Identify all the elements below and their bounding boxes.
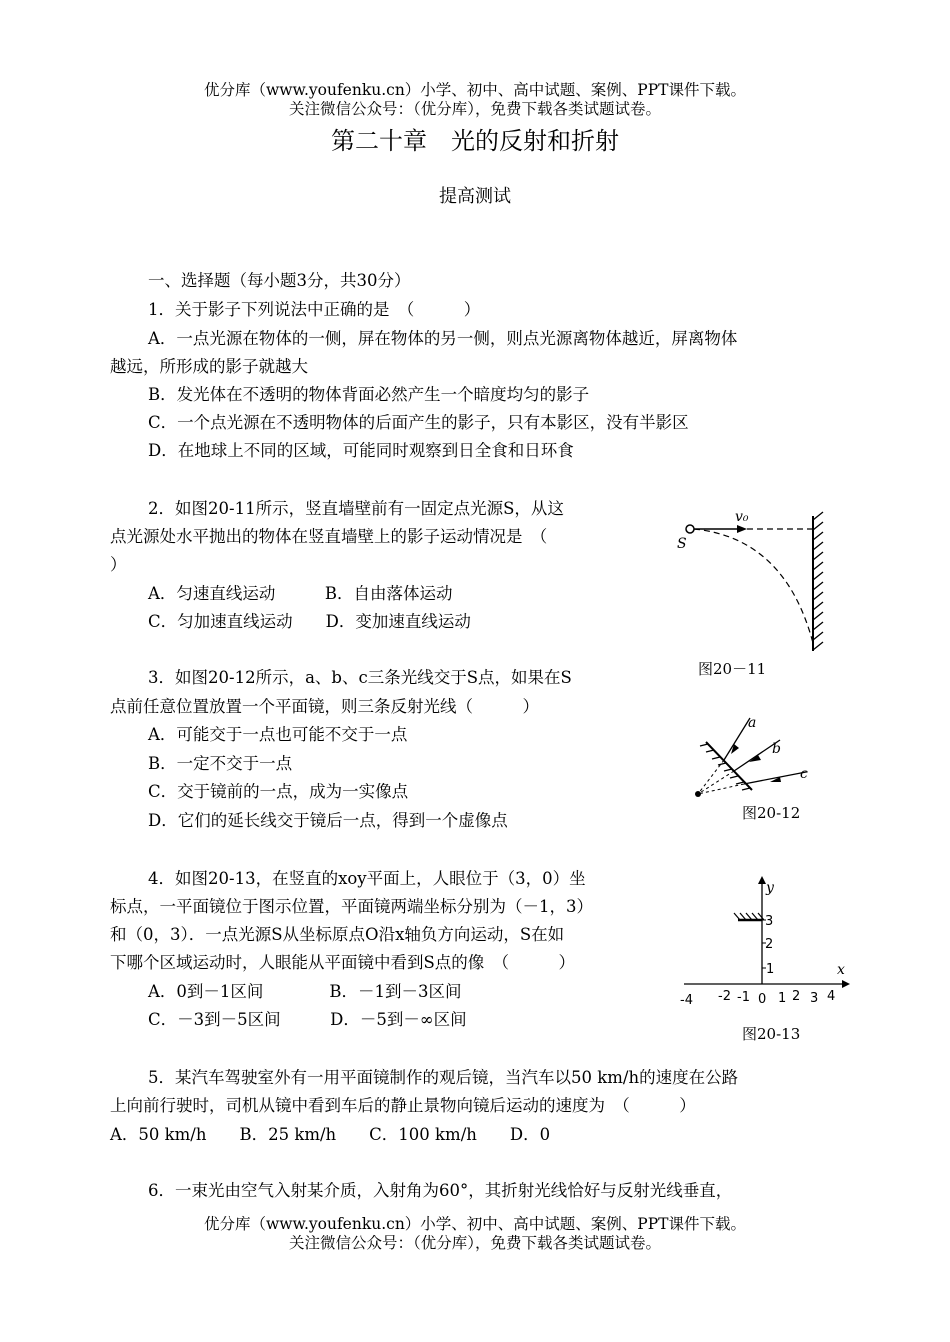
y-axis-arrowhead xyxy=(758,876,766,884)
q4-options-ab: A．0到－1区间 B．－1到－3区间 xyxy=(148,982,462,1001)
ray-a-arrowhead xyxy=(731,744,739,754)
y-axis-label: y xyxy=(766,880,774,896)
y-tick-label: 3 xyxy=(765,914,774,929)
figure-20-13 xyxy=(676,868,856,1018)
q5-stem-1: 5．某汽车驾驶室外有一用平面镜制作的观后镜，当汽车以50 km/h的速度在公路 xyxy=(148,1068,739,1087)
q4-options-cd: C．－3到－5区间 D．－5到－∞区间 xyxy=(148,1010,467,1029)
figure-20-12 xyxy=(688,712,828,812)
y-tick-label: 1 xyxy=(766,962,775,977)
header-line-2: 关注微信公众号：（优分库），免费下载各类试题试卷。 xyxy=(288,100,661,118)
q2-stem-1: 2．如图20-11所示，竖直墙壁前有一固定点光源S，从这 xyxy=(148,499,564,518)
page-title: 第二十章 光的反射和折射 xyxy=(331,127,619,155)
y-tick-label: 2 xyxy=(765,937,774,952)
q3-option-a: A．可能交于一点也可能不交于一点 xyxy=(148,725,408,744)
x-axis-arrowhead xyxy=(842,980,850,988)
ray-b-label: b xyxy=(772,741,781,757)
q3-option-b: B．一定不交于一点 xyxy=(148,754,293,773)
section-heading: 一、选择题（每小题3分，共30分） xyxy=(148,271,411,290)
point-s xyxy=(695,791,701,797)
q4-stem-3: 和（0，3）．一点光源S从坐标原点O沿x轴负方向运动，S在如 xyxy=(110,925,565,944)
q3-stem-2: 点前任意位置放置一个平面镜，则三条反射光线（ ） xyxy=(110,697,539,716)
q6-stem-1: 6．一束光由空气入射某介质，入射角为60°，其折射光线恰好与反射光线垂直， xyxy=(148,1181,733,1200)
x-tick-label: 4 xyxy=(827,989,836,1004)
light-source-point xyxy=(686,525,694,533)
footer-line-1: 优分库（www.youfenku.cn）小学、初中、高中试题、案例、PPT课件下载。 xyxy=(203,1215,747,1233)
x-tick-label: 3 xyxy=(810,991,819,1006)
wall-hatching xyxy=(813,512,823,650)
x-tick-label: 0 xyxy=(758,992,767,1007)
q1-stem: 1．关于影子下列说法中正确的是 （ ） xyxy=(148,300,481,319)
footer-line-2: 关注微信公众号：（优分库），免费下载各类试题试卷。 xyxy=(288,1234,661,1252)
x-tick-label: -2 xyxy=(718,989,731,1004)
q2-options-ab: A．匀速直线运动 B．自由落体运动 xyxy=(148,584,453,603)
ray-a-label: a xyxy=(748,715,757,731)
ray-c xyxy=(744,772,806,784)
q1-option-b: B．发光体在不透明的物体背面必然产生一个暗度均匀的影子 xyxy=(148,385,590,404)
q5-stem-2: 上向前行驶时，司机从镜中看到车后的静止景物向镜后运动的速度为 （ ） xyxy=(110,1096,696,1115)
ray-b-arrowhead xyxy=(749,755,761,762)
x-tick-label: 1 xyxy=(778,991,787,1006)
q3-option-d: D．它们的延长线交于镜后一点，得到一个虚像点 xyxy=(148,811,508,830)
q2-options-cd: C．匀加速直线运动 D．变加速直线运动 xyxy=(148,612,471,631)
q5-options: A．50 km/h B．25 km/h C．100 km/h D．0 xyxy=(110,1125,551,1144)
x-axis-label: x xyxy=(837,962,845,978)
q2-stem-2: 点光源处水平抛出的物体在竖直墙壁上的影子运动情况是 （ xyxy=(110,527,548,546)
page-subtitle: 提高测试 xyxy=(439,186,511,207)
figure-20-11-caption: 图20－11 xyxy=(698,660,767,678)
figure-20-13-caption: 图20-13 xyxy=(742,1025,801,1043)
mirror-hatching xyxy=(700,744,750,790)
x-tick-label: -1 xyxy=(737,990,750,1005)
parabolic-dashed-path xyxy=(694,529,813,643)
mirror-line xyxy=(706,742,752,790)
velocity-label: v₀ xyxy=(735,509,749,525)
q1-option-a-1: A．一点光源在物体的一侧，屏在物体的另一侧，则点光源离物体越近，屏离物体 xyxy=(148,329,738,348)
x-tick-label: -4 xyxy=(680,993,693,1008)
q2-stem-3: ） xyxy=(110,555,127,574)
ray-extensions-dashed xyxy=(698,760,744,794)
ray-a xyxy=(724,718,750,760)
q1-option-a-2: 越远，所形成的影子就越大 xyxy=(110,357,308,376)
velocity-arrowhead xyxy=(737,525,747,533)
figure-20-11 xyxy=(675,508,835,658)
header-line-1: 优分库（www.youfenku.cn）小学、初中、高中试题、案例、PPT课件下载。 xyxy=(203,81,747,99)
ray-c-label: c xyxy=(800,766,808,782)
x-tick-label: 2 xyxy=(792,989,801,1004)
q1-option-d: D．在地球上不同的区域，可能同时观察到日全食和日环食 xyxy=(148,441,574,460)
q3-option-c: C．交于镜前的一点，成为一实像点 xyxy=(148,782,409,801)
q4-stem-4: 下哪个区域运动时，人眼能从平面镜中看到S点的像 （ ） xyxy=(110,953,576,972)
source-s-label: S xyxy=(677,536,687,552)
q1-option-c: C．一个点光源在不透明物体的后面产生的影子，只有本影区，没有半影区 xyxy=(148,413,689,432)
q3-stem-1: 3．如图20-12所示，a、b、c三条光线交于S点，如果在S xyxy=(148,668,572,687)
q4-stem-2: 标点，一平面镜位于图示位置，平面镜两端坐标分别为（－1，3） xyxy=(110,897,593,916)
q4-stem-1: 4．如图20-13，在竖直的xoy平面上，人眼位于（3，0）坐 xyxy=(148,869,586,888)
figure-20-12-caption: 图20-12 xyxy=(742,804,801,822)
